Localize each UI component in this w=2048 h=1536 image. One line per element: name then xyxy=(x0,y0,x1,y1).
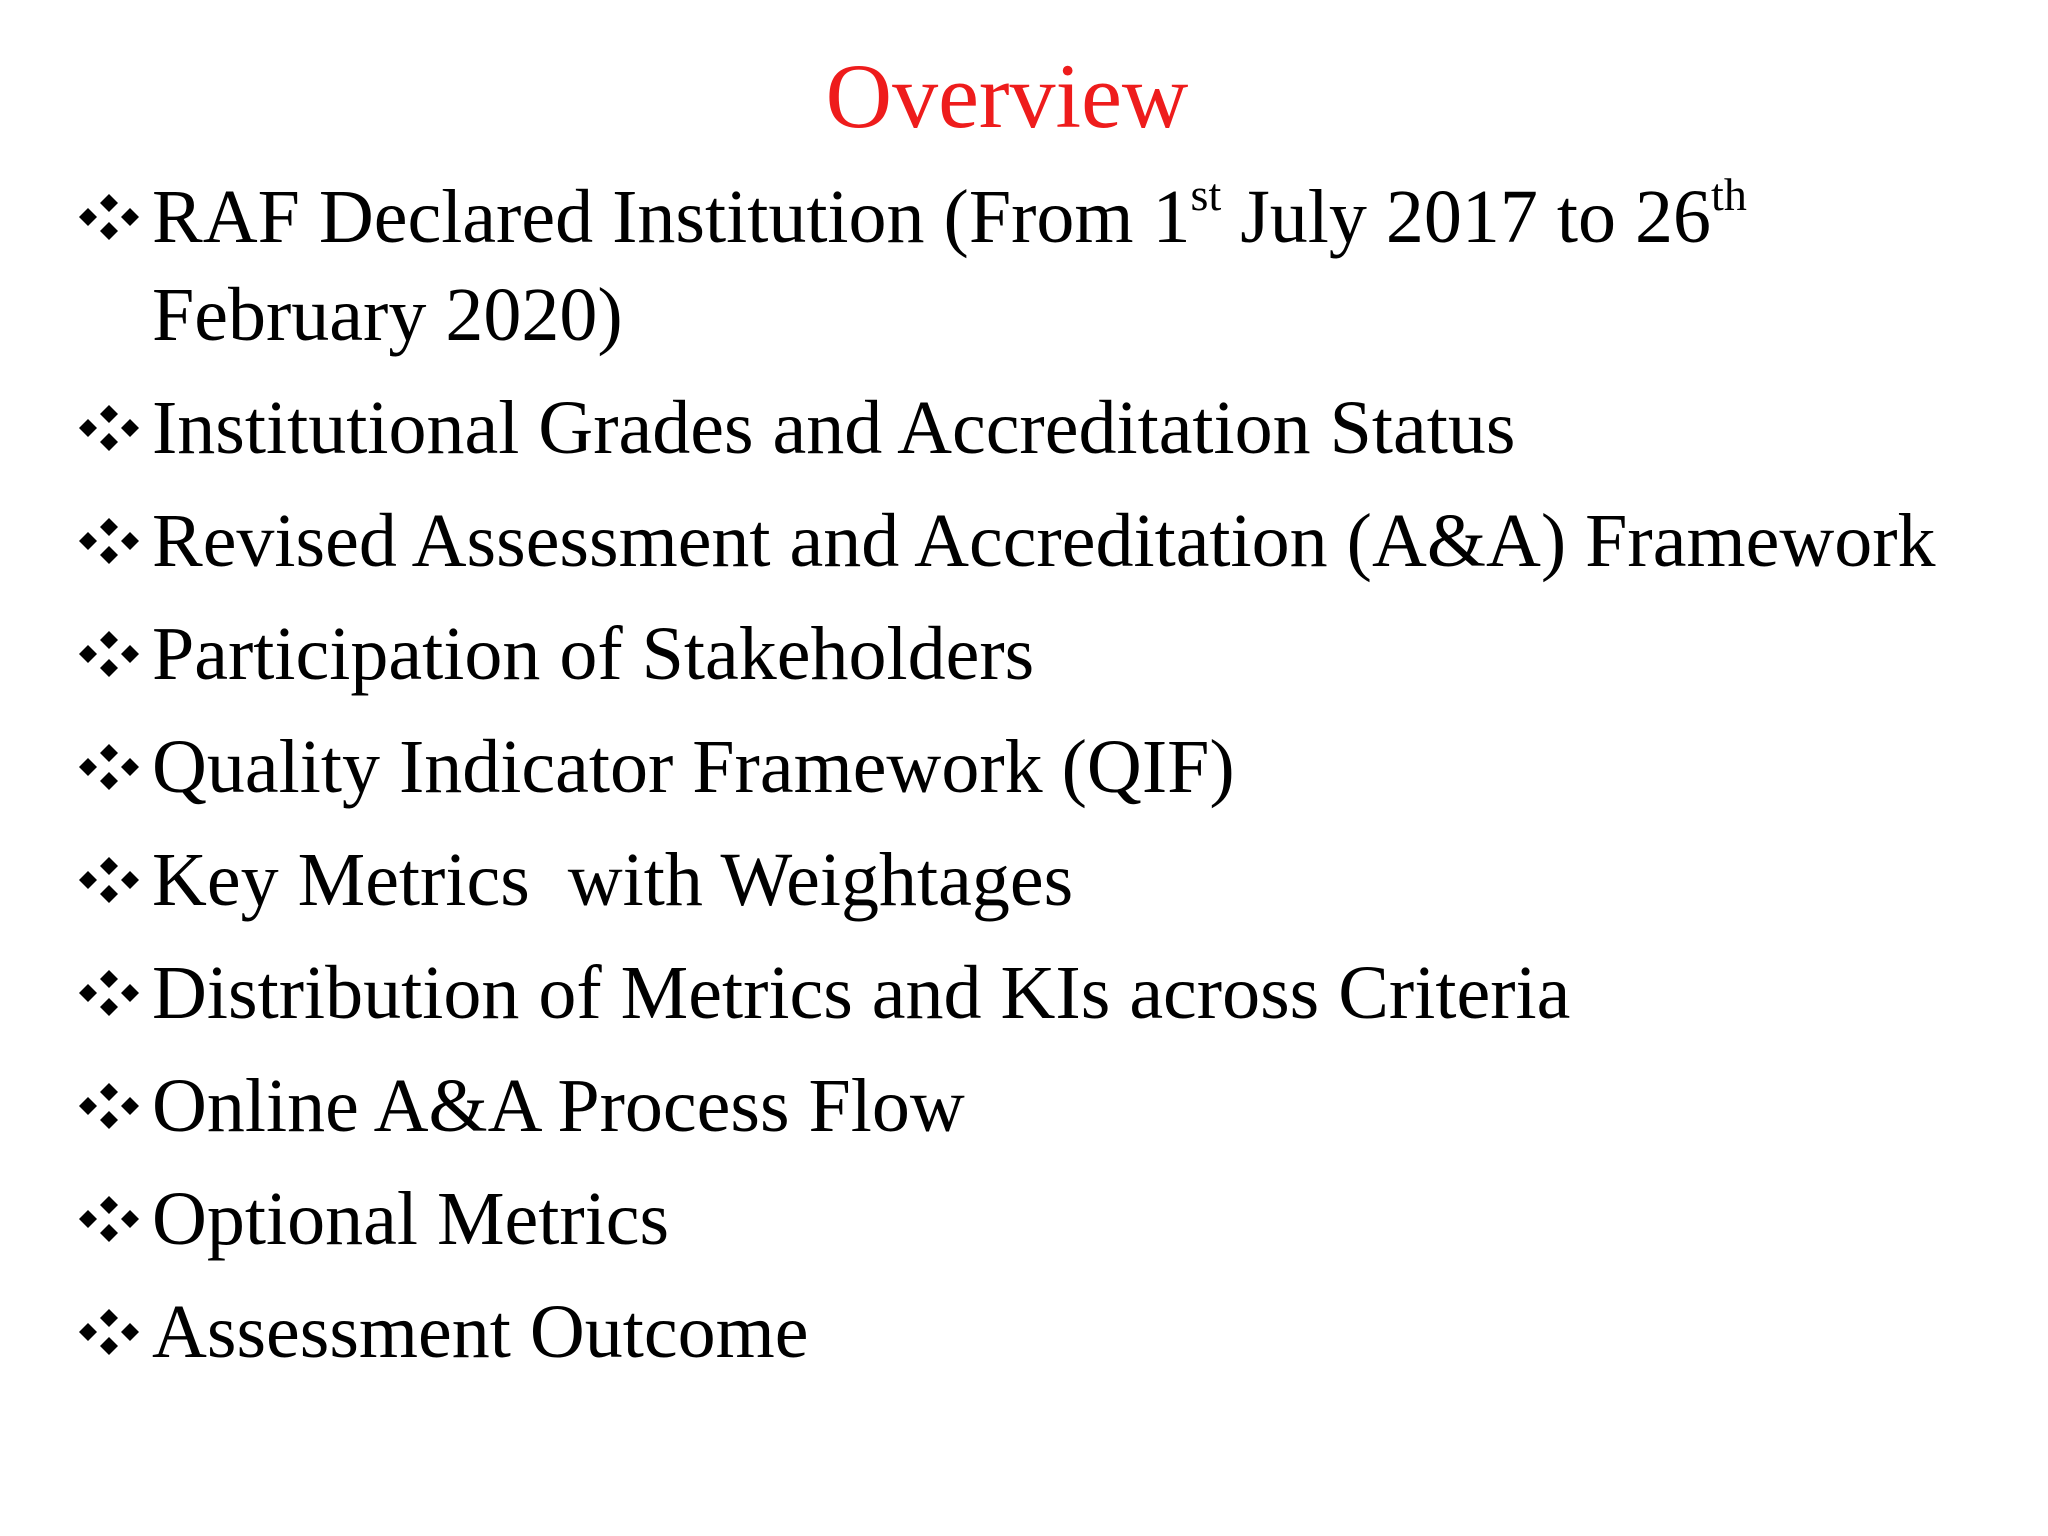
bullet-item xyxy=(78,492,1998,590)
bullet-text: Key Metrics with Weightages xyxy=(152,838,1074,922)
bullet-text: Assessment Outcome xyxy=(152,1290,809,1374)
four-diamond-bullet-icon xyxy=(78,1309,140,1355)
four-diamond-bullet-icon xyxy=(78,1083,140,1129)
bullet-item xyxy=(78,379,1998,477)
four-diamond-bullet-icon xyxy=(78,194,140,240)
four-diamond-bullet-icon xyxy=(78,857,140,903)
bullet-list xyxy=(78,168,1998,1396)
bullet-item xyxy=(78,718,1998,816)
bullet-item xyxy=(78,1170,1998,1268)
bullet-text: Quality Indicator Framework (QIF) xyxy=(152,725,1235,809)
four-diamond-bullet-icon xyxy=(78,518,140,564)
four-diamond-bullet-icon xyxy=(78,744,140,790)
bullet-text: RAF Declared Institution (From 1st July 2017 to 26th February 2020) xyxy=(152,168,1747,357)
four-diamond-bullet-icon xyxy=(78,631,140,677)
bullet-item xyxy=(78,1057,1998,1155)
bullet-text: Institutional Grades and Accreditation Status xyxy=(152,386,1516,470)
bullet-text: Participation of Stakeholders xyxy=(152,612,1035,696)
bullet-item xyxy=(78,1283,1998,1381)
bullet-text: Distribution of Metrics and KIs across Criteria xyxy=(152,951,1571,1035)
four-diamond-bullet-icon xyxy=(78,1196,140,1242)
bullet-text: Revised Assessment and Accreditation (A&A) Framework xyxy=(152,499,1936,583)
ordinal-superscript: th xyxy=(1711,168,1747,220)
slide-title: Overview xyxy=(825,45,1189,147)
bullet-item xyxy=(78,168,1998,364)
bullet-item xyxy=(78,944,1998,1042)
bullet-text: Online A&A Process Flow xyxy=(152,1064,965,1148)
four-diamond-bullet-icon xyxy=(78,405,140,451)
ordinal-superscript: st xyxy=(1190,168,1222,220)
four-diamond-bullet-icon xyxy=(78,970,140,1016)
bullet-text: Optional Metrics xyxy=(152,1177,670,1261)
bullet-item xyxy=(78,831,1998,929)
bullet-item xyxy=(78,605,1998,703)
